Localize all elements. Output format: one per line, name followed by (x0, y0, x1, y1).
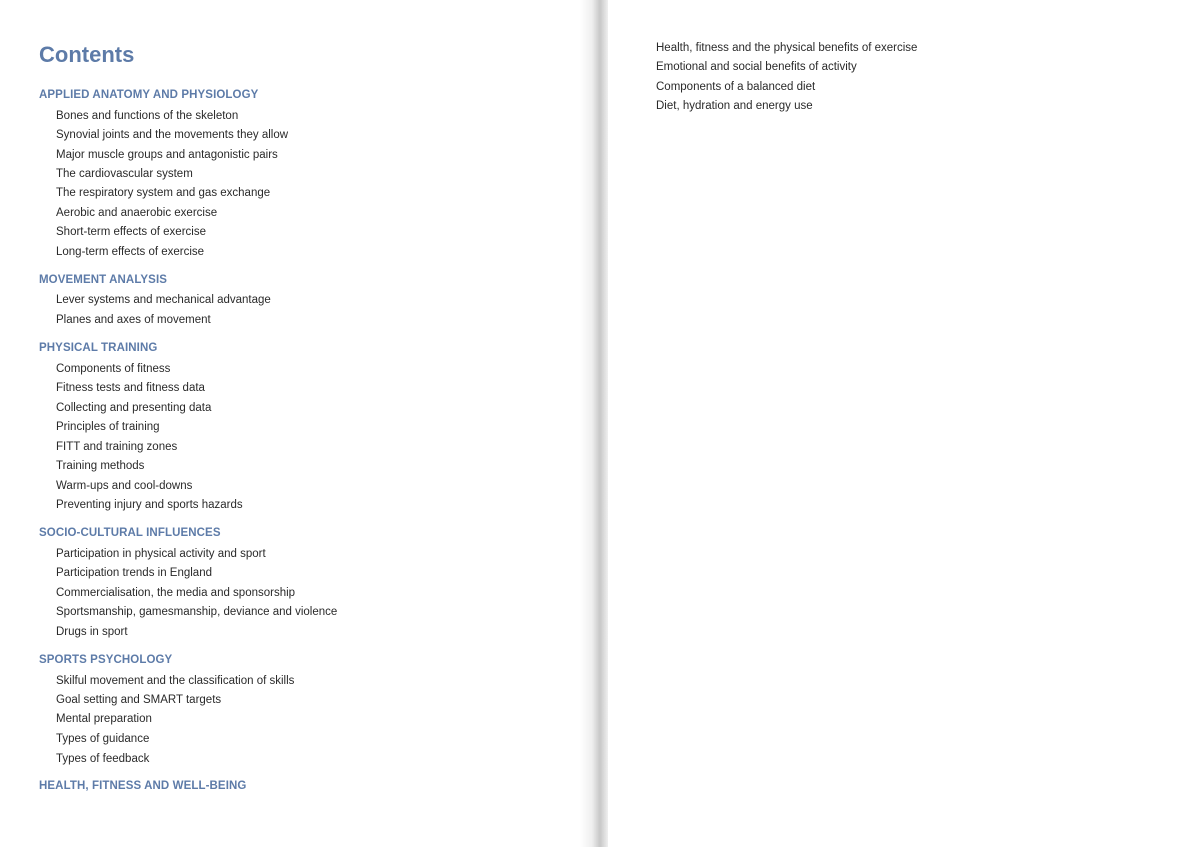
toc-item[interactable]: The cardiovascular system (56, 168, 193, 180)
toc-item[interactable]: Types of guidance (56, 733, 150, 745)
toc-item[interactable]: Collecting and presenting data (56, 402, 212, 414)
toc-item[interactable]: Mental preparation (56, 713, 152, 725)
toc-item[interactable]: Synovial joints and the movements they allow (56, 129, 289, 141)
toc-item[interactable]: Preventing injury and sports hazards (56, 499, 243, 511)
toc-item[interactable]: FITT and training zones (56, 441, 178, 453)
toc-item[interactable]: Fitness tests and fitness data (56, 382, 205, 394)
toc-item[interactable]: Lever systems and mechanical advantage (56, 294, 271, 306)
section-heading-movement-analysis[interactable]: MOVEMENT ANALYSIS (39, 274, 168, 286)
toc-item[interactable]: Training methods (56, 460, 145, 472)
section-heading-applied-anatomy[interactable]: APPLIED ANATOMY AND PHYSIOLOGY (39, 89, 259, 101)
left-page (0, 0, 592, 847)
toc-item[interactable]: Commercialisation, the media and sponsorship (56, 587, 296, 599)
toc-item[interactable]: The respiratory system and gas exchange (56, 187, 271, 199)
right-page (608, 0, 1200, 847)
toc-item[interactable]: Planes and axes of movement (56, 314, 211, 326)
toc-item[interactable]: Drugs in sport (56, 626, 128, 638)
toc-item[interactable]: Diet, hydration and energy use (656, 100, 813, 112)
toc-item[interactable]: Principles of training (56, 421, 160, 433)
section-heading-health-fitness[interactable]: HEALTH, FITNESS AND WELL-BEING (39, 780, 247, 792)
toc-item[interactable]: Short-term effects of exercise (56, 226, 206, 238)
toc-item[interactable]: Participation trends in England (56, 567, 212, 579)
toc-item[interactable]: Major muscle groups and antagonistic pairs (56, 149, 278, 161)
toc-item[interactable]: Components of a balanced diet (656, 81, 816, 93)
section-heading-physical-training[interactable]: PHYSICAL TRAINING (39, 342, 158, 354)
page-title: Contents (39, 42, 135, 67)
toc-item[interactable]: Bones and functions of the skeleton (56, 110, 239, 122)
section-heading-socio-cultural[interactable]: SOCIO-CULTURAL INFLUENCES (39, 527, 221, 539)
toc-item[interactable]: Components of fitness (56, 363, 171, 375)
toc-item[interactable]: Health, fitness and the physical benefits of exercise (656, 42, 918, 54)
toc-item[interactable]: Emotional and social benefits of activity (656, 61, 857, 73)
section-heading-sports-psychology[interactable]: SPORTS PSYCHOLOGY (39, 654, 173, 666)
toc-item[interactable]: Participation in physical activity and sport (56, 548, 266, 560)
toc-item[interactable]: Types of feedback (56, 753, 150, 765)
toc-item[interactable]: Skilful movement and the classification of skills (56, 675, 295, 687)
toc-item[interactable]: Sportsmanship, gamesmanship, deviance and violence (56, 606, 338, 618)
toc-item[interactable]: Aerobic and anaerobic exercise (56, 207, 218, 219)
toc-item[interactable]: Goal setting and SMART targets (56, 694, 222, 706)
toc-item[interactable]: Long-term effects of exercise (56, 246, 205, 258)
toc-item[interactable]: Warm-ups and cool-downs (56, 480, 193, 492)
